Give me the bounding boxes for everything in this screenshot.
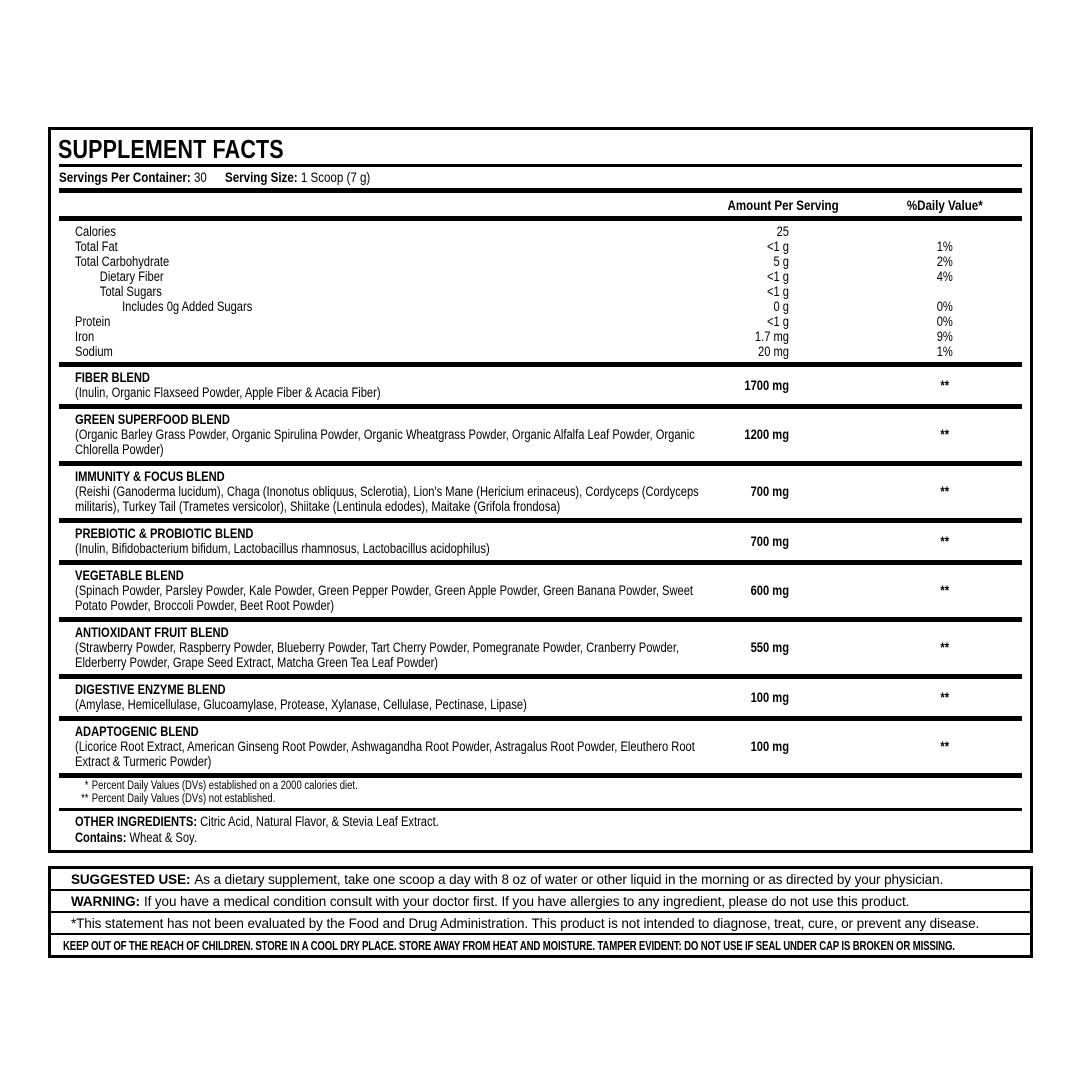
nutrient-amount: 20 mg: [757, 344, 789, 359]
nutrient-daily-value: 4%: [936, 269, 953, 284]
nutrient-daily-value: 2%: [936, 254, 953, 269]
nutrient-amount: 0 g: [773, 299, 789, 314]
nutrient-amount: <1 g: [766, 314, 789, 329]
serving-size-value: 1 Scoop (7 g): [300, 169, 371, 185]
blend-ingredients: (Strawberry Powder, Raspberry Powder, Blueberry Powder, Tart Cherry Powder, Pomegranate Powder, Cranberry Powder, Elderberry Powder, Grape Seed Extract, Matcha Green Tea Leaf Powder): [75, 640, 680, 670]
nutrient-amount: 5 g: [773, 254, 789, 269]
blend-row: [59, 523, 1022, 560]
contains-value: Wheat & Soy.: [129, 829, 197, 845]
blend-daily-value: **: [940, 640, 949, 655]
nutrient-row: [59, 299, 1022, 314]
blend-name: VEGETABLE BLEND: [75, 568, 184, 583]
footnote-line: [67, 793, 1022, 806]
blend-daily-value: **: [940, 484, 949, 499]
serving-size-label: Serving Size:: [225, 169, 298, 185]
contains-line: [75, 830, 1021, 846]
blend-name: GREEN SUPERFOOD BLEND: [75, 412, 230, 427]
blend-sections: [51, 367, 1030, 778]
supplement-facts-panel: [48, 127, 1033, 853]
blend-name: ADAPTOGENIC BLEND: [75, 724, 199, 739]
blend-ingredients: (Inulin, Organic Flaxseed Powder, Apple Fiber & Acacia Fiber): [75, 385, 381, 400]
daily-value-header: %Daily Value*: [906, 197, 983, 213]
nutrient-name: Iron: [75, 329, 95, 344]
nutrient-row: [59, 284, 1022, 299]
advisory-box: [48, 866, 1033, 958]
column-header-row: [59, 193, 1022, 216]
nutrient-name: Total Sugars: [99, 284, 162, 299]
advisory-label: SUGGESTED USE:: [71, 871, 191, 887]
nutrient-row: [59, 329, 1022, 344]
nutrient-amount: <1 g: [766, 284, 789, 299]
nutrient-row: [59, 254, 1022, 269]
blend-name: IMMUNITY & FOCUS BLEND: [75, 469, 225, 484]
panel-title: SUPPLEMENT FACTS: [58, 134, 284, 164]
blend-row: [59, 679, 1022, 716]
suggested-use-row: [51, 869, 1030, 889]
servings-per-container-value: 30: [193, 169, 207, 185]
panel-title-row: [51, 130, 1030, 164]
blend-name: PREBIOTIC & PROBIOTIC BLEND: [75, 526, 254, 541]
nutrient-name: Calories: [75, 224, 116, 239]
blend-row: [59, 622, 1022, 674]
blend-daily-value: **: [940, 377, 949, 393]
nutrient-amount: 25: [776, 224, 789, 239]
nutrient-name: Sodium: [75, 344, 113, 359]
other-ingredients-value: Citric Acid, Natural Flavor, & Stevia Leaf Extract.: [200, 814, 439, 829]
advisory-text: If you have a medical condition consult with your doctor first. If you have allergies to any ingredient, please do not use this product.: [143, 893, 910, 909]
nutrient-amount: 1.7 mg: [754, 329, 789, 344]
footnote-line: [67, 780, 1022, 793]
blend-row: [59, 721, 1022, 773]
nutrient-amount: <1 g: [766, 239, 789, 254]
blend-name: ANTIOXIDANT FRUIT BLEND: [75, 625, 229, 640]
nutrient-daily-value: 0%: [936, 299, 953, 314]
blend-amount: 550 mg: [750, 640, 789, 655]
advisory-text: *This statement has not been evaluated by the Food and Drug Administration. This product is not intended to diagnose, treat, cure, or prevent any disease.: [71, 915, 980, 931]
nutrient-name: Total Fat: [75, 239, 118, 254]
blend-daily-value: **: [940, 739, 949, 754]
nutrient-row: [59, 314, 1022, 329]
nutrient-daily-value: 9%: [936, 329, 953, 344]
servings-per-container: [59, 169, 207, 185]
nutrient-row: [59, 344, 1022, 359]
advisory-text: As a dietary supplement, take one scoop a day with 8 oz of water or other liquid in the morning or as directed by your physician.: [194, 871, 944, 887]
other-ingredients-block: [59, 811, 1022, 850]
footnote-marker: **: [81, 793, 89, 805]
blend-ingredients: (Licorice Root Extract, American Ginseng Root Powder, Ashwagandha Root Powder, Astragalus Root Powder, Eleuthero Root Extract & Turmeric Powder): [75, 739, 695, 769]
nutrient-row: [59, 269, 1022, 284]
servings-per-container-label: Servings Per Container:: [59, 169, 191, 185]
serving-info-row: [59, 167, 1022, 188]
storage-warning-row: [51, 935, 1030, 955]
blend-row: [59, 466, 1022, 518]
blend-amount: 1200 mg: [744, 427, 789, 442]
serving-size: [225, 169, 370, 185]
blend-amount: 700 mg: [750, 533, 789, 549]
advisory-label: WARNING:: [71, 893, 140, 909]
nutrient-name: Includes 0g Added Sugars: [122, 299, 253, 314]
contains-label: Contains:: [75, 829, 127, 845]
blend-row: [59, 367, 1022, 404]
nutrient-row: [59, 239, 1022, 254]
amount-per-serving-header: Amount Per Serving: [727, 197, 839, 213]
advisory-text: KEEP OUT OF THE REACH OF CHILDREN. STORE IN A COOL DRY PLACE. STORE AWAY FROM HEAT AND MOISTURE. TAMPER EVIDENT: DO NOT USE IF SEAL UNDER CAP IS BROKEN OR MISSING.: [63, 937, 955, 953]
nutrient-daily-value: 1%: [936, 344, 953, 359]
blend-amount: 1700 mg: [744, 377, 789, 393]
warning-row: [51, 891, 1030, 911]
nutrient-row: [59, 224, 1022, 239]
blend-row: [59, 409, 1022, 461]
footnote-marker: *: [84, 780, 89, 792]
blend-ingredients: (Organic Barley Grass Powder, Organic Spirulina Powder, Organic Wheatgrass Powder, Organic Alfalfa Leaf Powder, Organic Chlorella Powder): [75, 427, 695, 457]
blend-ingredients: (Amylase, Hemicellulase, Glucoamylase, Protease, Xylanase, Cellulase, Pectinase, Lipase): [75, 697, 527, 712]
blend-daily-value: **: [940, 689, 949, 705]
blend-amount: 600 mg: [750, 583, 789, 598]
footnote-text: Percent Daily Values (DVs) established on a 2000 calories diet.: [91, 780, 358, 792]
footnote-text: Percent Daily Values (DVs) not established.: [91, 793, 276, 805]
blend-amount: 100 mg: [750, 689, 789, 705]
blend-amount: 100 mg: [750, 739, 789, 754]
blend-name: FIBER BLEND: [75, 370, 150, 385]
nutrient-daily-value: 0%: [936, 314, 953, 329]
blend-ingredients: (Inulin, Bifidobacterium bifidum, Lactobacillus rhamnosus, Lactobacillus acidophilus): [75, 541, 490, 556]
other-ingredients-label: OTHER INGREDIENTS:: [75, 814, 198, 829]
fda-disclaimer-row: [51, 913, 1030, 933]
nutrient-name: Protein: [75, 314, 111, 329]
nutrient-amount: <1 g: [766, 269, 789, 284]
nutrient-daily-value: 1%: [936, 239, 953, 254]
blend-daily-value: **: [940, 583, 949, 598]
blend-daily-value: **: [940, 427, 949, 442]
nutrient-name: Total Carbohydrate: [75, 254, 170, 269]
nutrient-rows: [51, 221, 1030, 362]
blend-daily-value: **: [940, 533, 949, 549]
footnotes-block: [59, 778, 1022, 808]
blend-name: DIGESTIVE ENZYME BLEND: [75, 682, 226, 697]
nutrient-name: Dietary Fiber: [99, 269, 164, 284]
other-ingredients-line: [75, 814, 1021, 830]
blend-amount: 700 mg: [750, 484, 789, 499]
blend-row: [59, 565, 1022, 617]
blend-ingredients: (Spinach Powder, Parsley Powder, Kale Powder, Green Pepper Powder, Green Apple Powder, Green Banana Powder, Sweet Potato Powder, Broccoli Powder, Beet Root Powder): [75, 583, 694, 613]
blend-ingredients: (Reishi (Ganoderma lucidum), Chaga (Inonotus obliquus, Sclerotia), Lion's Mane (Hericium erinaceus), Cordyceps (Cordyceps militaris), Turkey Tail (Trametes versicolor), Shiitake (Lentinula edodes), Maitake (Grifola frondosa): [75, 484, 699, 514]
